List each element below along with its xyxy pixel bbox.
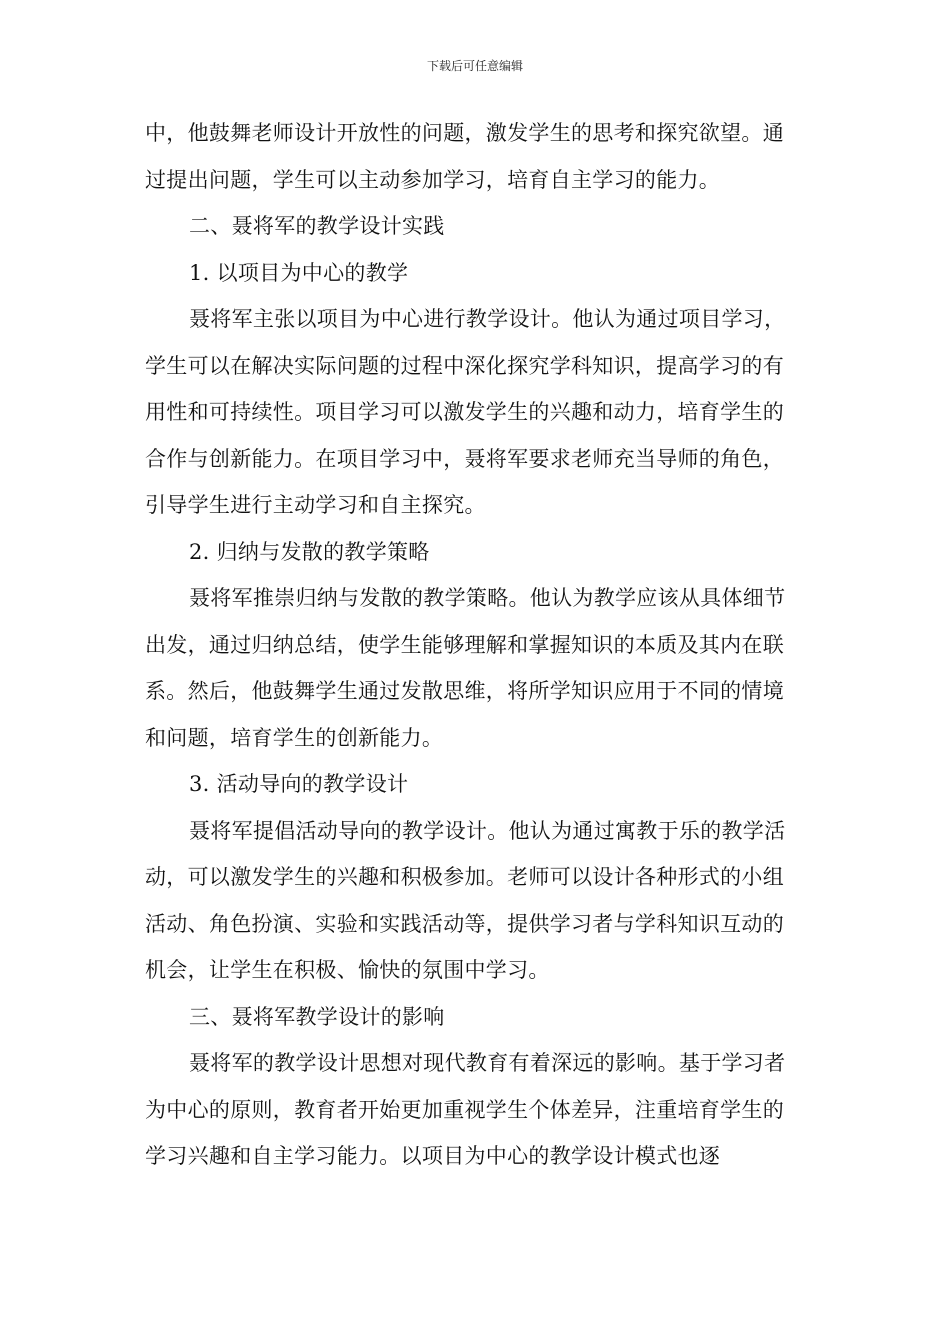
paragraph-item-3: 聂将军提倡活动导向的教学设计。他认为通过寓教于乐的教学活动，可以激发学生的兴趣和积极参加。老师可以设计各种形式的小组活动、角色扮演、实验和实践活动等，提供学习者与学科知识互动的机会，让学生在积极、愉快的氛围中学习。	[145, 818, 786, 982]
paragraph-item-1: 聂将军主张以项目为中心进行教学设计。他认为通过项目学习，学生可以在解决实际问题的过程中深化探究学科知识，提高学习的有用性和可持续性。项目学习可以激发学生的兴趣和动力，培育学生的合作与创新能力。在项目学习中，聂将军要求老师充当导师的角色，引导学生进行主动学习和自主探究。	[145, 307, 786, 517]
paragraph-item-2: 聂将军推崇归纳与发散的教学策略。他认为教学应该从具体细节出发，通过归纳总结，使学生能够理解和掌握知识的本质及其内在联系。然后，他鼓舞学生通过发散思维，将所学知识应用于不同的情境和问题，培育学生的创新能力。	[145, 586, 786, 750]
document-body	[145, 110, 805, 1180]
section-heading-2: 二、聂将军的教学设计实践	[189, 214, 445, 238]
section-heading-3: 三、聂将军教学设计的影响	[189, 1004, 445, 1029]
page-header: 下载后可任意编辑	[426, 59, 523, 73]
paragraph-continuation: 中，他鼓舞老师设计开放性的问题，激发学生的思考和探究欲望。通过提出问题，学生可以主动参加学习，培育自主学习的能力。	[145, 121, 784, 192]
paragraph-section-3: 聂将军的教学设计思想对现代教育有着深远的影响。基于学习者为中心的原则，教育者开始更加重视学生个体差异，注重培育学生的学习兴趣和自主学习能力。以项目为中心的教学设计模式也逐	[145, 1051, 786, 1168]
subheading-item-1: 1. 以项目为中心的教学	[189, 260, 409, 285]
subheading-item-2: 2. 归纳与发散的教学策略	[189, 539, 430, 564]
subheading-item-3: 3. 活动导向的教学设计	[189, 772, 409, 796]
